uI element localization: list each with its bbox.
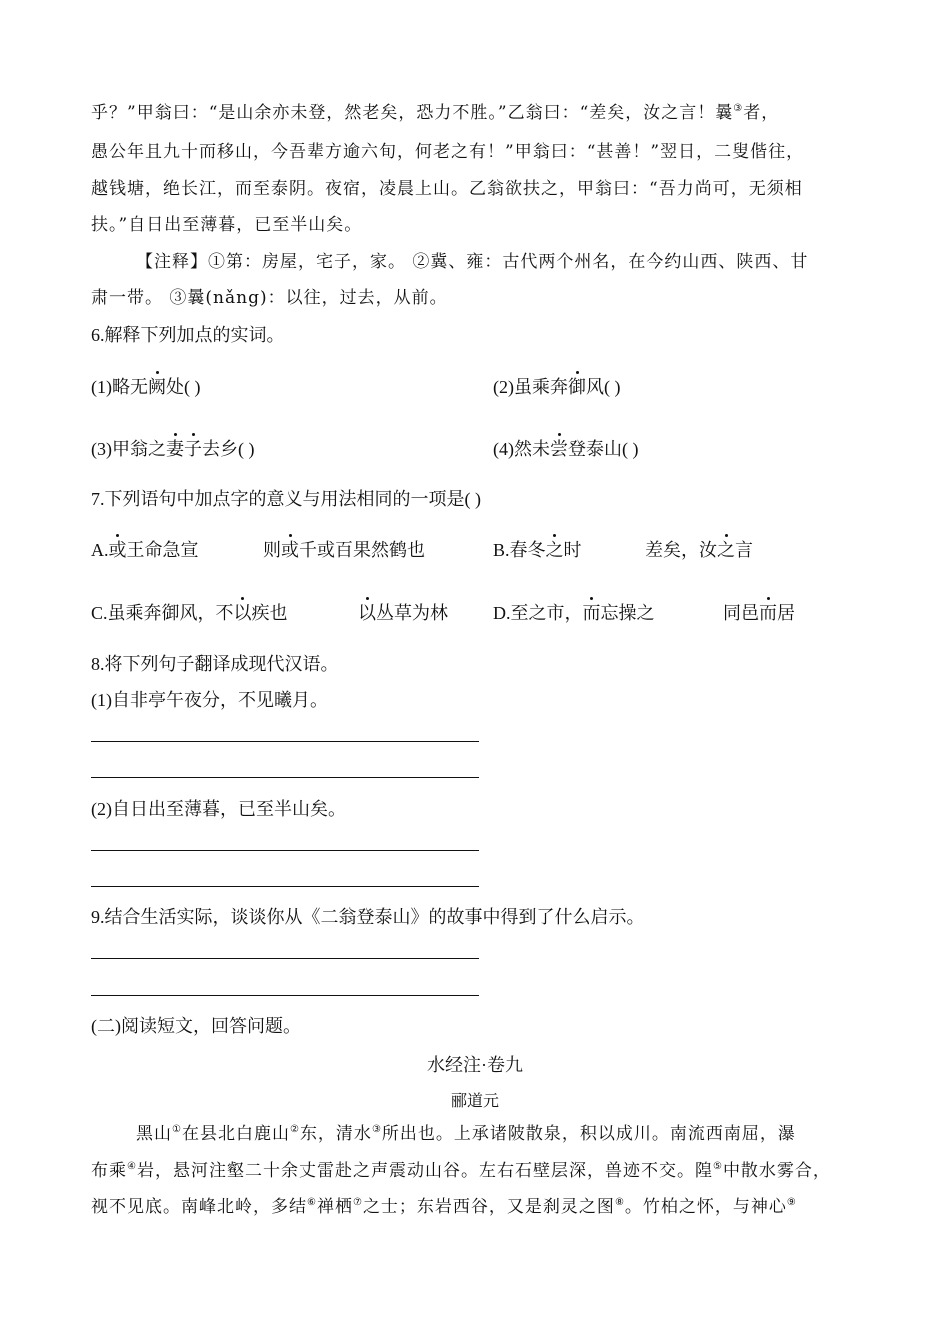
question-6-title: 6.解释下列加点的实词。 [91,325,285,345]
q8-sentence-2: (2)自日出至薄暮，已至半山矣。 [91,799,346,819]
q7-option-c1: C.虽乘奔御风，不以疾也 [91,603,288,623]
q7-option-d1: D.至之市，而忘操之 [493,603,655,623]
dotted-char: 御 [568,377,586,397]
annotation-line-2: 肃一带。 ③曩(nǎng)：以往，过去，从前。 [91,288,448,308]
passage-a-line-1: 乎？”甲翁曰：“是山余亦未登，然老矣，恐力不胜。”乙翁曰：“差矣，汝之言！曩③者， [91,103,780,123]
dotted-char: 之 [545,540,564,560]
q8-sentence-1: (1)自非亭午夜分，不见曦月。 [91,690,328,710]
answer-line[interactable] [91,886,479,887]
q6-item-2: (2)虽乘奔御风( ) [493,377,621,397]
dotted-char: 妻 [166,439,184,459]
question-7-title: 7.下列语句中加点字的意义与用法相同的一项是( ) [91,489,481,509]
answer-line[interactable] [91,741,479,742]
answer-line[interactable] [91,850,479,851]
passage-b-line-3: 视不见底。南峰北岭，多结⑥禅栖⑦之士；东岩西谷，又是刹灵之图⑧。竹柏之怀，与神心⑨ [91,1197,797,1217]
q7-option-b1: B.春冬之时 [493,540,582,560]
q7-option-b2: 差矣，汝之言 [645,540,753,560]
dotted-char: 而 [759,603,777,623]
passage-a-line-3: 越钱塘，绝长江，而至泰阴。夜宿，凌晨上山。乙翁欲扶之，甲翁曰：“吾力尚可，无须相 [91,179,803,199]
q6-item-1: (1)略无阙处( ) [91,377,201,397]
passage-b-line-1: 黑山①在县北白鹿山②东，清水③所出也。上承诸陂散泉，积以成川。南流西南屈，瀑 [136,1124,796,1144]
q6-item-3: (3)甲翁之妻子去乡( ) [91,439,255,459]
dotted-char: 或 [281,540,299,560]
q7-option-d2: 同邑而居 [723,603,795,623]
q6-item-4: (4)然未尝登泰山( ) [493,439,639,459]
q7-option-c2: 以丛草为林 [358,603,448,623]
dotted-char: 尝 [550,439,568,459]
dotted-char: 之 [717,540,735,560]
answer-line[interactable] [91,995,479,996]
question-9-title: 9.结合生活实际，谈谈你从《二翁登泰山》的故事中得到了什么启示。 [91,907,645,927]
dotted-char: 阙 [148,377,166,397]
passage-a-line-4: 扶。”自日出至薄暮，已至半山矣。 [91,215,363,235]
question-8-title: 8.将下列句子翻译成现代汉语。 [91,654,339,674]
section-2-heading: (二)阅读短文，回答问题。 [91,1016,301,1036]
passage-a-line-2: 愚公年且九十而移山，今吾辈方逾六旬，何老之有！”甲翁曰：“甚善！”翌日，二叟偕往， [91,142,805,162]
passage-b-title: 水经注·卷九 [427,1055,523,1075]
dotted-char: 而 [582,603,601,623]
dotted-char: 以 [358,603,376,623]
dotted-char: 以 [233,603,252,623]
q7-option-a2: 则或千或百果然鹤也 [263,540,425,560]
answer-line[interactable] [91,958,479,959]
passage-b-author: 郦道元 [450,1093,499,1110]
annotation-line-1: 【注释】①第：房屋，宅子，家。 ②冀、雍：古代两个州名，在今约山西、陕西、甘 [136,252,809,272]
passage-b-line-2: 布乘④岩，悬河注壑二十余丈雷赴之声震动山谷。左右石壁层深，兽迹不交。隍⑤中散水雾合， [91,1161,831,1181]
q7-option-a1: A.或王命急宣 [91,540,199,560]
dotted-char: 子 [184,439,202,459]
dotted-char: 或 [108,540,127,560]
answer-line[interactable] [91,777,479,778]
